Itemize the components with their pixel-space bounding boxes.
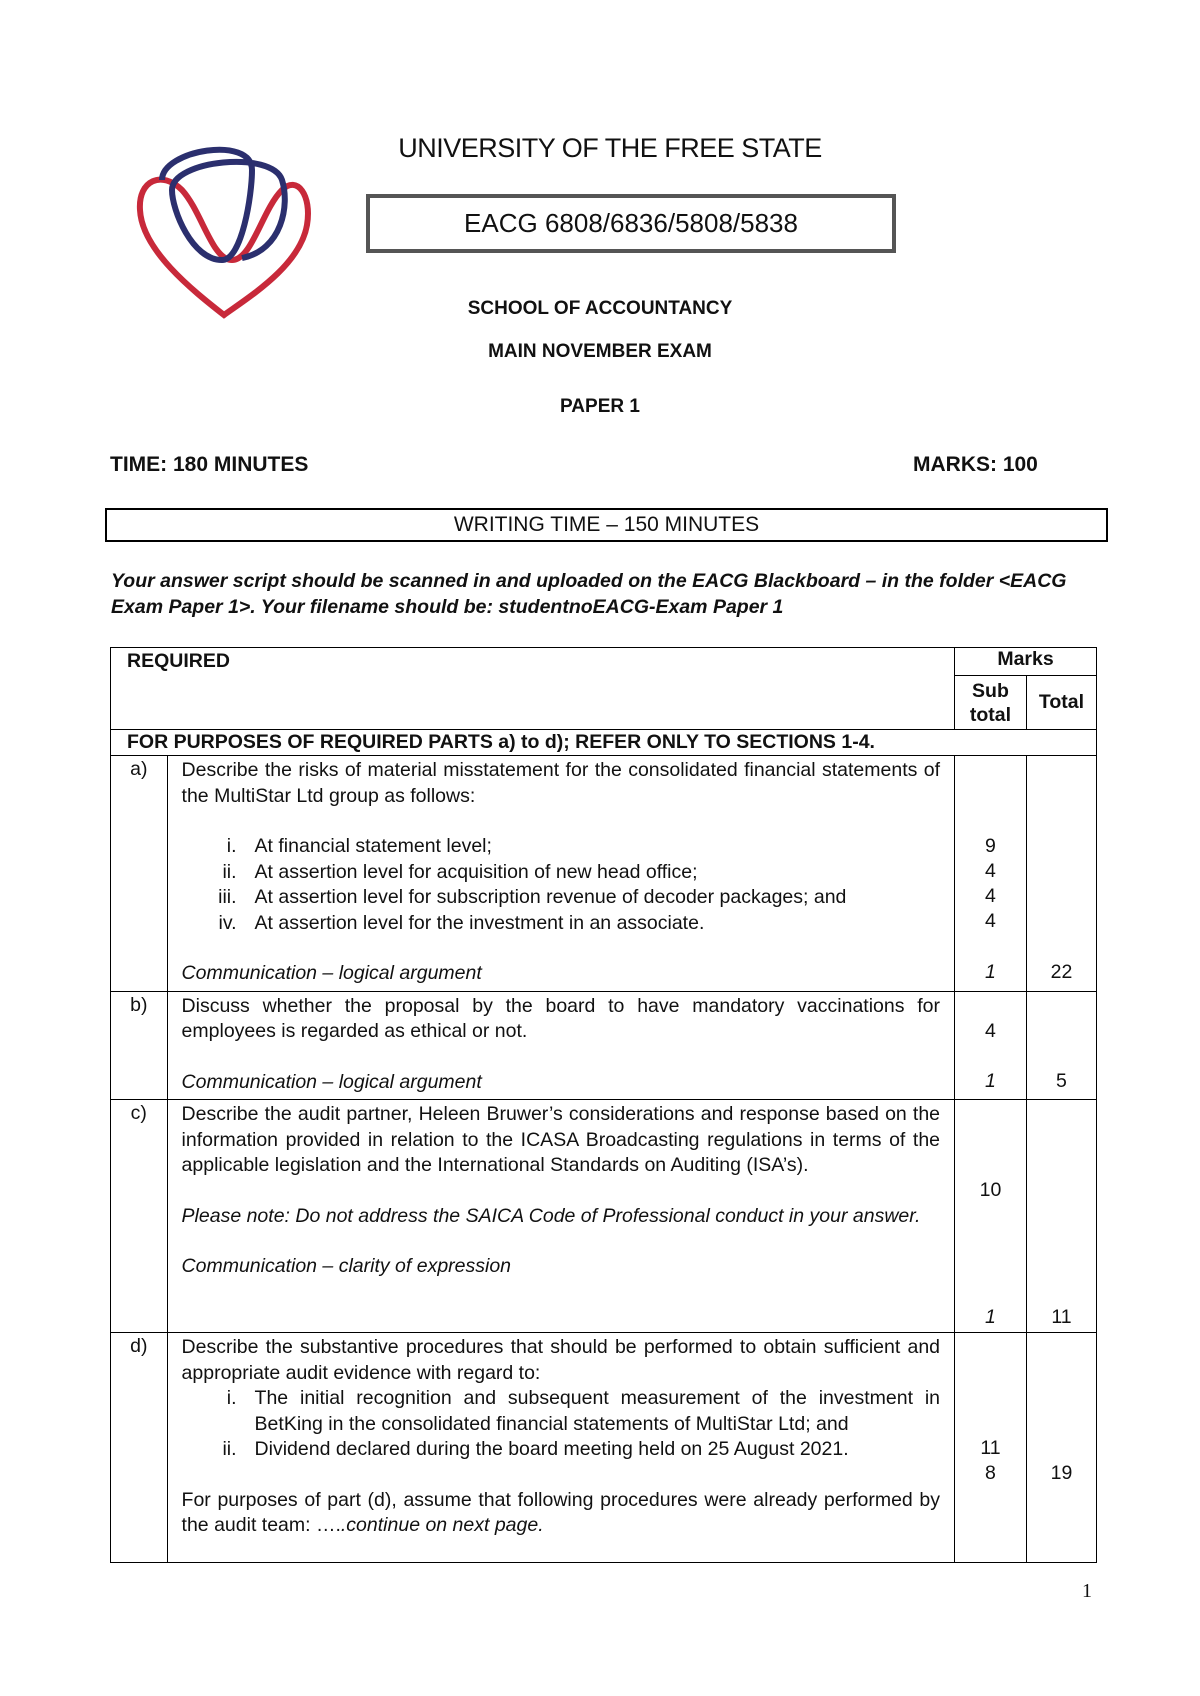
total-cell	[1026, 991, 1096, 1100]
subtotal-cell	[955, 1333, 1027, 1563]
communication-mark: 1	[985, 1306, 996, 1328]
row-total: 11	[1051, 1306, 1072, 1328]
row-c-text: Describe the audit partner, Heleen Bruwer’s considerations and response based on the information provided in relation to the ICASA Broadcasting regulations in terms of the applicable legislation and the International Standards on Auditing (ISA’s).	[181, 1103, 941, 1176]
paper-number: PAPER 1	[560, 396, 640, 417]
subtotal-mark: 9	[985, 835, 996, 857]
row-label: c)	[111, 1100, 168, 1333]
time-allowed: TIME: 180 MINUTES	[110, 453, 309, 476]
item-number: iv.	[218, 911, 237, 934]
subtotal-mark: 8	[985, 1462, 996, 1484]
row-d-outro-text: For purposes of part (d), assume that following procedures were already performed by the audit team: ….	[181, 1488, 941, 1536]
scope-note	[111, 730, 1097, 756]
row-label: d)	[111, 1333, 168, 1563]
writing-time: WRITING TIME – 150 MINUTES	[453, 513, 760, 536]
item-text: At financial statement level;	[254, 835, 492, 857]
total-marks: MARKS: 100	[913, 453, 1038, 476]
item-text: At assertion level for subscription revenue of decoder packages; and	[254, 886, 847, 908]
communication-mark: 1	[985, 1069, 996, 1092]
university-name: UNIVERSITY OF THE FREE STATE	[398, 133, 822, 163]
list-item	[182, 885, 940, 911]
row-b-text: Discuss whether the proposal by the board to have mandatory vaccinations for employees is regarded as ethical or not.	[181, 994, 941, 1042]
subtotal-mark: 10	[979, 1179, 1002, 1201]
total-cell	[1026, 756, 1096, 992]
table-row	[111, 1100, 1097, 1333]
item-number: ii.	[222, 860, 237, 883]
row-total: 22	[1050, 961, 1073, 983]
row-d-outro	[182, 1488, 940, 1539]
scope-note-text: FOR PURPOSES OF REQUIRED PARTS a) to d); REFER ONLY TO SECTIONS 1-4.	[127, 731, 875, 753]
subtotal-mark: 4	[985, 860, 996, 882]
total-label: Total	[1038, 691, 1085, 713]
communication-criterion: Communication – logical argument	[181, 962, 482, 984]
subtotal-mark: 4	[985, 885, 996, 907]
table-row	[111, 756, 1097, 992]
marks-label: Marks	[997, 648, 1054, 670]
writing-time-box	[105, 508, 1108, 542]
page-number: 1	[1082, 1580, 1092, 1602]
row-total: 19	[1050, 1462, 1073, 1484]
marks-header	[955, 648, 1097, 676]
subtotal-header	[955, 676, 1027, 730]
total-cell	[1026, 1100, 1096, 1333]
table-row	[111, 1333, 1097, 1563]
communication-mark: 1	[985, 961, 996, 983]
list-item	[182, 1437, 940, 1463]
subtotal-mark: 4	[985, 910, 996, 932]
list-item	[182, 1386, 940, 1437]
row-a-intro: Describe the risks of material misstatement for the consolidated financial statements of the MultiStar Ltd group as follows:	[181, 759, 941, 807]
university-logo	[132, 140, 317, 325]
required-header	[111, 648, 955, 730]
table-row	[111, 991, 1097, 1100]
row-d-intro: Describe the substantive procedures that should be performed to obtain sufficient and appropriate audit evidence with regard to:	[181, 1336, 941, 1384]
item-text: The initial recognition and subsequent measurement of the investment in BetKing in the consolidated financial statements of MultiStar Ltd; and	[254, 1387, 941, 1435]
list-item	[182, 834, 940, 860]
item-number: iii.	[218, 886, 237, 908]
subtotal-cell	[955, 991, 1027, 1100]
course-code: EACG 6808/6836/5808/5838	[464, 208, 798, 238]
row-label: b)	[111, 991, 168, 1100]
subtotal-label-2: total	[969, 703, 1012, 726]
upload-instructions: Your answer script should be scanned in and uploaded on the EACG Blackboard – in the folder <EACG Exam Paper 1>. Your filename should be: studentnoEACG-Exam Paper 1	[111, 570, 1067, 618]
subtotal-cell	[955, 756, 1027, 992]
item-number: ii.	[222, 1438, 237, 1460]
ufs-logo-icon	[132, 140, 317, 325]
subtotal-mark: 4	[985, 1019, 996, 1042]
communication-criterion: Communication – logical argument	[181, 1070, 482, 1093]
item-number: i.	[226, 835, 237, 857]
list-item	[182, 911, 940, 937]
list-item	[182, 860, 940, 886]
required-label: REQUIRED	[127, 650, 230, 672]
communication-criterion: Communication – clarity of expression	[181, 1255, 512, 1277]
course-code-box	[366, 194, 896, 253]
required-table	[110, 647, 1097, 1563]
item-text: At assertion level for the investment in an associate.	[254, 911, 705, 934]
school-name: SCHOOL OF ACCOUNTANCY	[467, 298, 733, 319]
subtotal-mark: 11	[980, 1437, 1001, 1459]
row-content	[167, 1100, 954, 1333]
item-text: Dividend declared during the board meeting held on 25 August 2021.	[254, 1438, 849, 1460]
item-text: At assertion level for acquisition of new head office;	[254, 860, 698, 883]
total-header	[1026, 676, 1096, 730]
exam-name: MAIN NOVEMBER EXAM	[488, 341, 712, 362]
row-content	[167, 991, 954, 1100]
row-total: 5	[1056, 1069, 1067, 1092]
subtotal-label-1: Sub	[972, 679, 1009, 702]
total-cell	[1026, 1333, 1096, 1563]
item-number: i.	[226, 1387, 237, 1409]
subtotal-cell	[955, 1100, 1027, 1333]
row-content	[167, 1333, 954, 1563]
continue-note: .continue on next page.	[340, 1514, 544, 1536]
row-content	[167, 756, 954, 992]
row-c-note: Please note: Do not address the SAICA Code of Professional conduct in your answer.	[181, 1204, 921, 1227]
row-label: a)	[111, 756, 168, 992]
